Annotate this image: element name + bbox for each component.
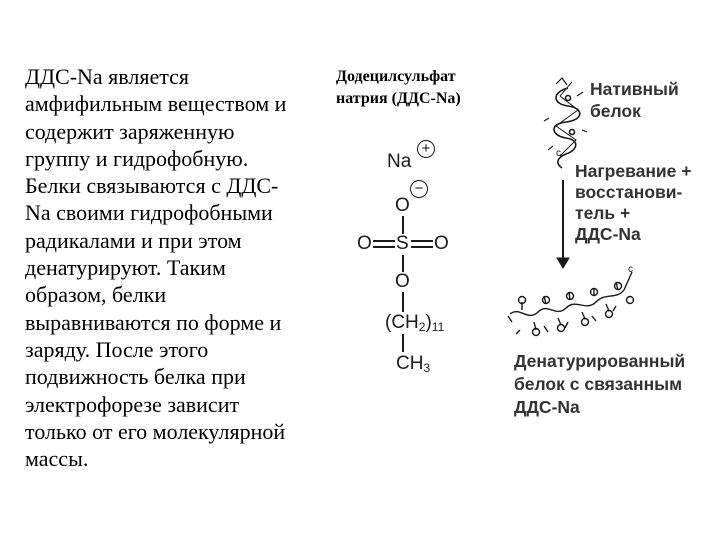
paragraph-line: Na своими гидрофобными [25, 200, 273, 226]
native-protein-coil-icon [544, 78, 587, 168]
paragraph-line: ДДС-Na является [25, 64, 190, 89]
paragraph-line: только от его молекулярной [25, 418, 286, 444]
down-arrow-icon [557, 180, 569, 268]
denatured-protein-label-line: белок с связанным [514, 374, 683, 394]
coil-letter: c [556, 148, 561, 159]
paragraph-line: подвижность белка при [25, 364, 246, 390]
paragraph-line: массы. [25, 446, 89, 472]
paragraph-line: группу и гидрофобную. [25, 145, 249, 171]
paragraph-line: Белки связываются с ДДС- [25, 173, 279, 199]
structure-title-line: натрия (ДДС-Na) [336, 90, 461, 107]
treatment-step-line: тель + [575, 203, 631, 223]
ch2-label: (CH [385, 312, 419, 333]
oxygen-bottom-atom: O [395, 271, 410, 292]
denatured-protein-chain-icon [508, 272, 634, 336]
denatured-protein-label [514, 350, 685, 419]
structure-title-line: Додецилсульфат [336, 68, 456, 85]
ch3-subscript: 3 [423, 361, 431, 375]
native-protein-label-line: Нативный [590, 79, 679, 99]
plus-charge-icon: + [417, 140, 435, 158]
chain-count: 11 [431, 320, 445, 334]
oxygen-right-atom: O [434, 233, 449, 254]
native-protein-label [590, 78, 679, 122]
ch3-label: CH [396, 353, 424, 374]
treatment-step-line: ДДС-Na [575, 224, 641, 244]
paragraph-line: образом, белки [25, 282, 167, 308]
denatured-protein-label-line: Денатурированный [514, 351, 686, 371]
sulfur-atom: S [396, 233, 409, 254]
treatment-step-line: восстанови- [575, 182, 683, 202]
minus-charge-icon: − [410, 180, 428, 198]
sodium-atom: Na [387, 151, 412, 172]
oxygen-left-atom: O [357, 233, 372, 254]
ch2-subscript: 2 [418, 320, 426, 334]
paragraph-line: заряду. После этого [25, 336, 209, 362]
oxygen-top-atom: O [395, 195, 410, 216]
native-protein-label-line: белок [590, 101, 641, 121]
paragraph-line: содержит заряженную [25, 118, 235, 144]
treatment-step-label [575, 161, 691, 245]
paragraph-line: денатурируют. Таким [25, 255, 226, 281]
paragraph-line: электрофорезе зависит [25, 391, 240, 417]
denatured-protein-label-line: ДДС-Na [514, 397, 580, 417]
paragraph-line: выравниваются по форме и [25, 309, 282, 335]
paragraph-line: радикалами и при этом [25, 227, 242, 253]
ch2-close: ) [425, 312, 432, 333]
chain-letter: c [628, 264, 633, 275]
paragraph-line: амфифильным веществом и [25, 91, 287, 117]
treatment-step-line: Нагревание + [575, 161, 692, 181]
